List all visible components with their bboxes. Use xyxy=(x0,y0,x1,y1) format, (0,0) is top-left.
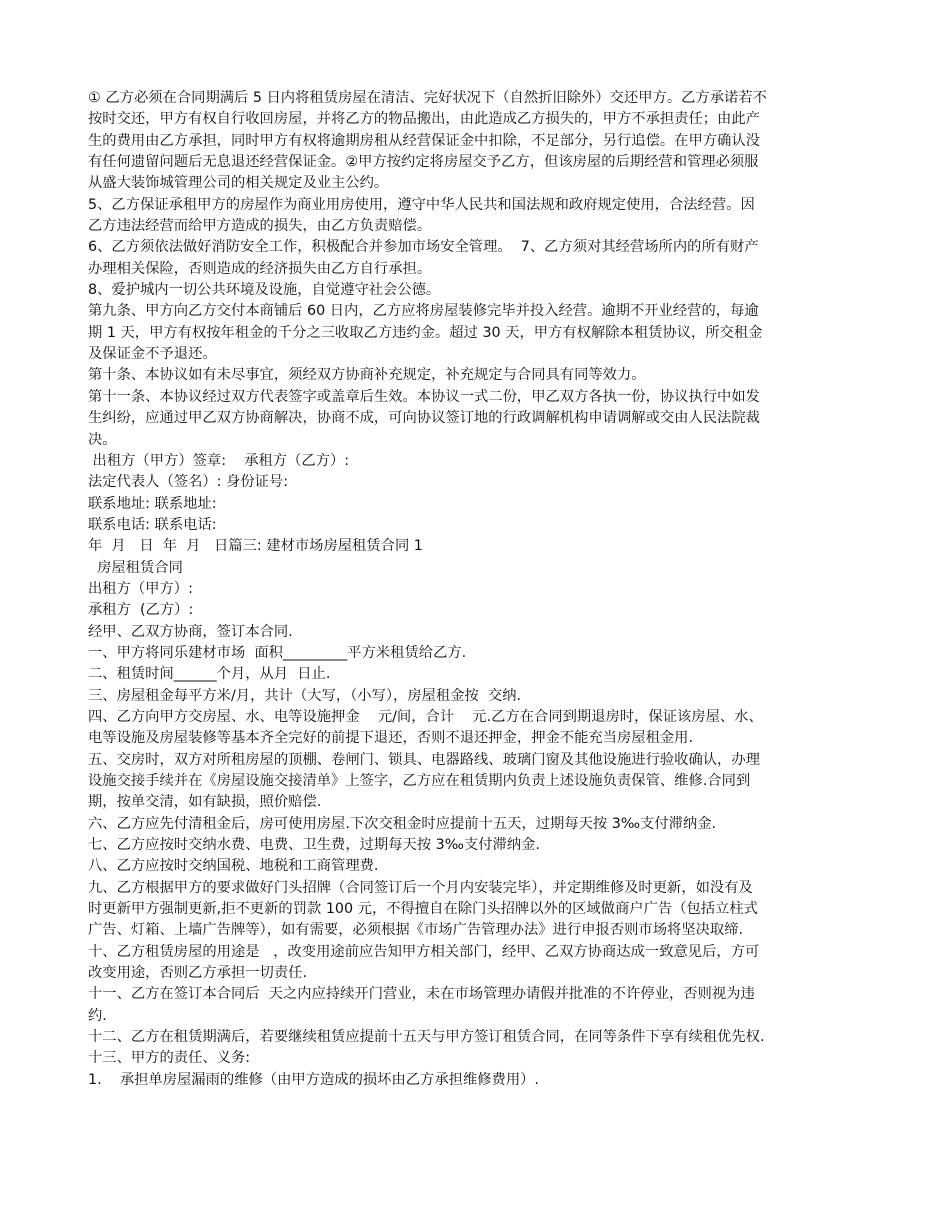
text-line: 6、乙方须依法做好消防安全工作，积极配合并参加市场安全管理。 7、乙方须对其经营场所内的所有财产 xyxy=(88,239,759,256)
document-page xyxy=(88,88,868,1113)
text-line: 按时交还，甲方有权自行收回房屋，并将乙方的物品搬出，由此造成乙方损失的，甲方不承担责任；由此产 xyxy=(88,111,760,128)
text-line: 九、乙方根据甲方的要求做好门头招牌（合同签订后一个月内安装完毕），并定期维修及时更新，如没有及 xyxy=(88,879,753,896)
text-line: 第十条、本协议如有未尽事宜，须经双方协商补充规定，补充规定与合同具有同等效力。 xyxy=(88,367,646,384)
text-line: 8、爱护城内一切公共环境及设施，自觉遵守社会公德。 xyxy=(88,282,441,299)
text-line: 决。 xyxy=(88,431,117,448)
signature-line: 联系电话: 联系电话: xyxy=(88,516,217,533)
text-line: 办理相关保险，否则造成的经济损失由乙方自行承担。 xyxy=(88,260,432,277)
text-line: ① 乙方必须在合同期满后 5 日内将租赁房屋在清洁、完好状况下（自然折旧除外）交还甲方。乙方承诺若不 xyxy=(88,90,767,106)
text-line: 改变用途，否则乙方承担一切责任. xyxy=(88,965,307,982)
text-line: 出租方（甲方）: xyxy=(88,580,193,597)
signature-line: 法定代表人（签名）: 身份证号: xyxy=(88,474,289,491)
text-line: 1. 承担单房屋漏雨的维修（由甲方造成的损坏由乙方承担维修费用）. xyxy=(88,1071,539,1088)
text-line: 及保证金不予退还。 xyxy=(88,346,217,363)
text-line: 十、乙方租赁房屋的用途是 ，改变用途前应告知甲方相关部门，经甲、乙双方协商达成一致意见后，方可 xyxy=(88,943,760,960)
text-line: 约. xyxy=(88,1007,107,1024)
signature-line: 出租方（甲方）签章: 承租方（乙方）: xyxy=(88,452,350,469)
text-line: 生的费用由乙方承担，同时甲方有权将逾期房租从经营保证金中扣除，不足部分，另行追偿。在甲方确认没 xyxy=(88,132,760,149)
text-line: 时更新甲方强制更新,拒不更新的罚款 100 元，不得擅自在除门头招牌以外的区域做商户广告（包括立柱式 xyxy=(88,901,758,918)
text-line: 广告、灯箱、上墙广告牌等），如有需要，必须根据《市场广告管理办法》进行申报否则市场将坚决取缔. xyxy=(88,922,744,939)
text-line: 电等设施及房屋装修等基本齐全完好的前提下退还，否则不退还押金，押金不能充当房屋租金用. xyxy=(88,730,694,747)
date-line: 年 月 日 年 月 日篇三: 建材市场房屋租赁合同 1 xyxy=(88,538,423,555)
text-line: 生纠纷，应通过甲乙双方协商解决，协商不成，可向协议签订地的行政调解机构申请调解或交由人民法院裁 xyxy=(88,410,760,427)
text-line: 乙方违法经营而给甲方造成的损失，由乙方负责赔偿。 xyxy=(88,218,432,235)
text-line: 六、乙方应先付清租金后，房可使用房屋.下次交租金时应提前十五天，过期每天按 3‰支付滞纳金. xyxy=(88,815,717,832)
text-line: 有任何遗留问题后无息退还经营保证金。②甲方按约定将房屋交予乙方，但该房屋的后期经营和管理必须服 xyxy=(88,154,759,171)
text-line: 5、乙方保证承租甲方的房屋作为商业用房使用，遵守中华人民共和国法规和政府规定使用，合法经营。因 xyxy=(88,196,755,213)
text-line: 十一、乙方在签订本合同后 天之内应持续开门营业，未在市场管理办请假并批准的不许停业，否则视为违 xyxy=(88,986,755,1003)
section-title: 房屋租赁合同 xyxy=(88,559,183,576)
text-line: 七、乙方应按时交纳水费、电费、卫生费，过期每天按 3‰支付滞纳金. xyxy=(88,837,540,854)
text-line: 十三、甲方的责任、义务: xyxy=(88,1050,251,1067)
text-line: 五、交房时，双方对所租房屋的顶棚、卷闸门、锁具、电器路线、玻璃门窗及其他设施进行验收确认，办理 xyxy=(88,751,760,768)
text-line: 八、乙方应按时交纳国税、地税和工商管理费. xyxy=(88,858,379,875)
text-line: 从盛大装饰城管理公司的相关规定及业主公约。 xyxy=(88,175,389,192)
signature-line: 联系地址: 联系地址: xyxy=(88,495,217,512)
text-line: 第九条、甲方向乙方交付本商铺后 60 日内，乙方应将房屋装修完毕并投入经营。逾期不开业经营的，每逾 xyxy=(88,303,759,320)
text-line: 四、乙方向甲方交房屋、水、电等设施押金 元/间，合计 元.乙方在合同到期退房时，保证该房屋、水、 xyxy=(88,708,763,725)
text-line: 经甲、乙双方协商，签订本合同. xyxy=(88,623,293,640)
text-line: 承租方 (乙方）: xyxy=(88,602,194,619)
text-line: 二、租赁时间______个月，从月 日止. xyxy=(88,666,331,683)
text-line: 一、甲方将同乐建材市场 面积_________平方米租赁给乙方. xyxy=(88,644,467,661)
text-line: 第十一条、本协议经过双方代表签字或盖章后生效。本协议一式二份，甲乙双方各执一份，协议执行中如发 xyxy=(88,388,760,405)
text-line: 十二、乙方在租赁期满后，若要继续租赁应提前十五天与甲方签订租赁合同，在同等条件下享有续租优先权. xyxy=(88,1029,765,1046)
text-line: 期 1 天，甲方有权按年租金的千分之三收取乙方违约金。超过 30 天，甲方有权解除本租赁协议，所交租金 xyxy=(88,324,763,341)
text-line xyxy=(88,1091,868,1112)
text-line: 期，按单交清，如有缺损，照价赔偿. xyxy=(88,794,322,811)
text-line: 设施交接手续并在《房屋设施交接清单》上签字，乙方应在租赁期内负责上述设施负责保管、维修.合同到 xyxy=(88,773,751,789)
text-line: 三、房屋租金每平方米/月，共计（大写，（小写），房屋租金按 交纳. xyxy=(88,687,522,704)
